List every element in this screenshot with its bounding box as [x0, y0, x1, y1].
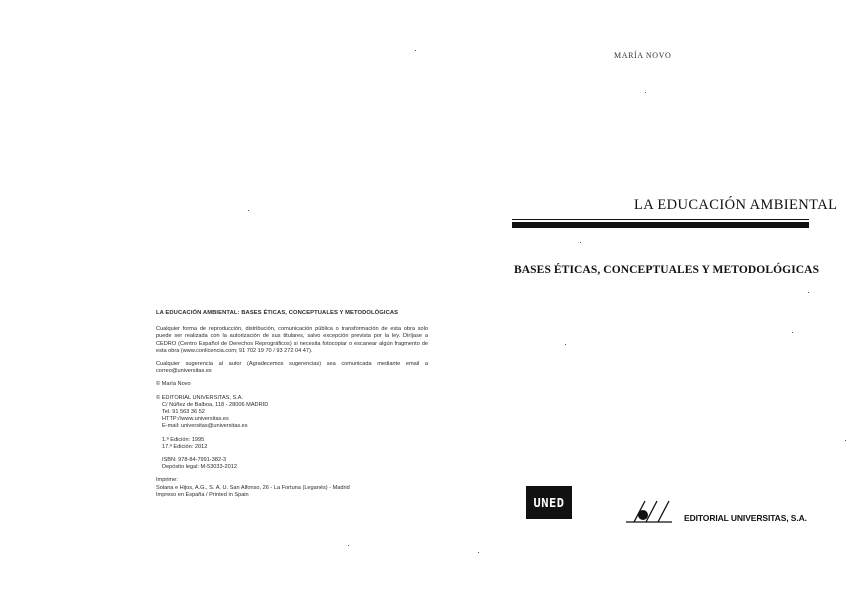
scan-speck	[845, 440, 846, 441]
publisher-email: E-mail: universitas@universitas.es	[162, 423, 248, 430]
publisher-web: HTTP://www.universitas.es	[162, 416, 229, 423]
copyright-heading: LA EDUCACIÓN AMBIENTAL: BASES ÉTICAS, CONCEPTUALES Y METODOLÓGICAS	[156, 310, 399, 316]
edition-line: 1.ª Edición: 1995	[162, 436, 205, 443]
copyright-page	[156, 310, 428, 499]
edition-line: 17.ª Edición: 2012	[162, 443, 208, 450]
scan-speck	[792, 332, 793, 333]
publisher-line: © EDITORIAL UNIVERSITAS, S.A.	[156, 394, 244, 401]
book-subtitle: BASES ÉTICAS, CONCEPTUALES Y METODOLÓGICAS	[514, 264, 820, 276]
scan-speck	[580, 242, 581, 243]
printer-block	[156, 477, 428, 499]
book-title: LA EDUCACIÓN AMBIENTAL	[634, 197, 838, 213]
edition-block	[156, 437, 428, 451]
scan-speck	[565, 344, 566, 345]
scan-speck	[478, 552, 479, 553]
title-rule-thick	[512, 222, 809, 228]
title-rule-thin	[512, 219, 809, 220]
contact-paragraph: Cualquier sugerencia al autor (Agradecemos sugerencias) sea comunicada mediante email a correo@universitas.es	[156, 361, 428, 375]
publisher-name: EDITORIAL UNIVERSITAS, S.A.	[684, 513, 807, 523]
publisher-address: C/ Núñez de Balboa, 118 - 28006 MADRID	[162, 401, 269, 408]
author-name: MARÍA NOVO	[614, 51, 672, 60]
isbn-block	[156, 457, 428, 471]
isbn-line: ISBN: 978-84-7991-382-3	[162, 457, 227, 464]
legal-deposit-line: Depósito legal: M-53033-2012	[162, 464, 237, 471]
editorial-universitas-icon	[626, 498, 686, 529]
printed-in-line: Impreso en España / Printed in Spain	[156, 491, 249, 498]
scan-speck	[248, 210, 249, 211]
scan-speck	[348, 545, 349, 546]
printer-line: Solana e Hijos, A.G., S. A. U. San Alfonso, 26 - La Fortuna (Leganés) - Madrid	[156, 484, 350, 491]
scan-speck	[808, 292, 809, 293]
copyright-author: © María Novo	[156, 381, 191, 388]
publisher-block	[156, 395, 428, 431]
rights-paragraph: Cualquier forma de reproducción, distribución, comunicación pública o transformación de esta obra solo puede ser realizada con la autorización de sus titulares, salvo excepción prevista por la ley. Diríjase a CEDRO (Centro Español de Derechos Reprográficos) si necesita fotocopiar o escanear algún fragmento de esta obra (www.conlicencia.com; 91 702 19 70 / 93 272 04 47).	[156, 326, 428, 354]
uned-logo: UNED	[526, 486, 572, 519]
scan-speck	[645, 92, 646, 93]
scan-speck	[415, 50, 416, 51]
printer-label: Imprime:	[156, 477, 178, 484]
publisher-phone: Tel. 91 563 36 52	[162, 409, 205, 416]
